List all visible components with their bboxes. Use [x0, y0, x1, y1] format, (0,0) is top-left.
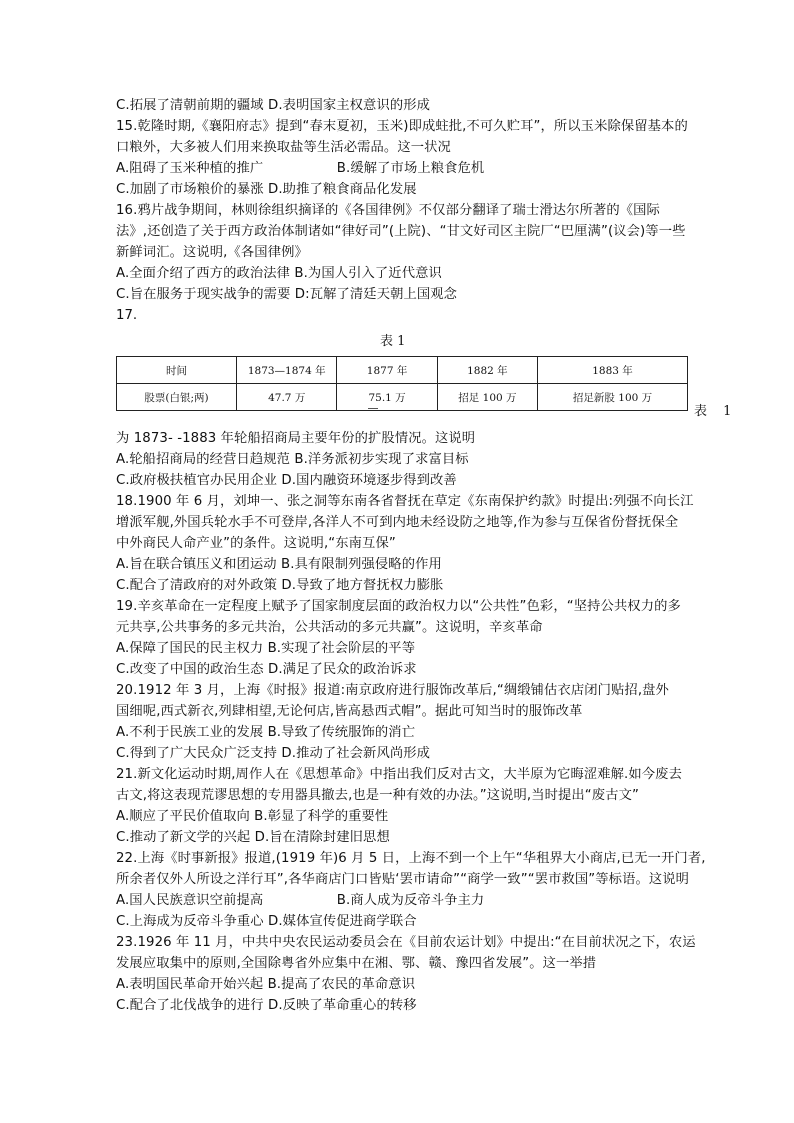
- table-header-cell: 1873—1874 年: [237, 357, 337, 384]
- q22-options-cd: C.上海成为反帝斗争重心 D.媒体宣传促进商学联合: [116, 914, 417, 929]
- q19-stem-line1: 19.辛亥革命在一定程度上赋予了国家制度层面的政治权力以“公共性”色彩，“坚持公共权力的多: [116, 599, 681, 614]
- divider: [368, 408, 378, 409]
- table-cell: 招足 100 万: [437, 384, 537, 411]
- table-cell: 47.7 万: [237, 384, 337, 411]
- q15-stem-line2: 口粮外，大多被人们用来换取盐等生活必需品。这一状况: [116, 140, 451, 155]
- q16-stem-line2: 法》,还创造了关于西方政治体制诸如“律好司”(上院)、“甘文好司区主院厂“巴厘满”(议会)等一些: [116, 224, 686, 239]
- q19-options-ab: A.保障了国民的民主权力 B.实现了社会阶层的平等: [116, 641, 416, 656]
- q20-options-cd: C.得到了广大民众广泛支持 D.推动了社会新风尚形成: [116, 746, 431, 761]
- q21-stem-line1: 21.新文化运动时期,周作人在《思想革命》中指出我们反对古文，大半原为它晦涩难解.如今废去: [116, 767, 682, 782]
- q15-stem-line1: 15.乾隆时期,《襄阳府志》提到“春末夏初，玉米)即成蛀批,不可久贮耳”，所以玉米除保留基本的: [116, 119, 688, 134]
- q18-options-ab: A.旨在联合镇压义和团运动 B.具有限制列强侵略的作用: [116, 557, 442, 572]
- q21-options-ab: A.顺应了平民价值取向 B.彰显了科学的重要性: [116, 809, 389, 824]
- q17-options-cd: C.政府极扶植官办民用企业 D.国内融资环境逐步得到改善: [116, 473, 457, 488]
- table-row: [117, 384, 688, 411]
- q17-options-ab: A.轮船招商局的经营日趋规范 B.洋务派初步实现了求富目标: [116, 452, 469, 467]
- q20-options-ab: A.不利于民族工业的发展 B.导致了传统服饰的消亡: [116, 725, 416, 740]
- table-header-cell: 时间: [117, 357, 237, 384]
- q14-options-cd: C.拓展了清朝前期的疆域 D.表明国家主权意识的形成: [116, 98, 431, 113]
- q16-options-cd: C.旨在服务于现实战争的需要 D:瓦解了清廷天朝上国观念: [116, 287, 458, 302]
- q22-stem-line1: 22.上海《时事新报》报道,(1919 年)6 月 5 日，上海不到一个上午“华租界大小商店,已无一开门者,: [116, 851, 706, 866]
- table-header-cell: 1882 年: [437, 357, 537, 384]
- q23-options-ab: A.表明国民革命开始兴起 B.提高了农民的革命意识: [116, 977, 416, 992]
- q23-options-cd: C.配合了北伐战争的进行 D.反映了革命重心的转移: [116, 998, 417, 1013]
- q21-stem-line2: 古文,将这表现荒谬思想的专用器具撤去,也是一种有效的办法。”这说明,当时提出“废古文”: [116, 788, 639, 803]
- q22-options-ab: A.国人民族意识空前提高 B.商人成为反帝斗争主力: [116, 893, 485, 908]
- q23-stem-line2: 发展应取集中的原则,全国除粤省外应集中在湘、鄂、赣、豫四省发展”。这一举措: [116, 956, 597, 971]
- q15-options-cd: C.加剧了市场粮价的暴涨 D.助推了粮食商品化发展: [116, 182, 417, 197]
- q17-stem: 为 1873- -1883 年轮船招商局主要年份的扩股情况。这说明: [116, 431, 476, 446]
- q23-stem-line1: 23.1926 年 11 月，中共中央农民运动委员会在《目前农运计划》中提出:“在目前状况之下，农运: [116, 935, 696, 950]
- q20-stem-line1: 20.1912 年 3 月，上海《时报》报道:南京政府进行服饰改革后,“绸缎铺估衣店闭门贴招,盘外: [116, 683, 669, 698]
- q18-stem-line1: 18.1900 年 6 月，刘坤一、张之洞等东南各省督抚在草定《东南保护约款》时提出:列强不向长江: [116, 494, 694, 509]
- q15-options-ab: A.阻碍了玉米种植的推广 B.缓解了市场上粮食危机: [116, 161, 485, 176]
- table-cell: 招足新股 100 万: [538, 384, 688, 411]
- table-side-label: 表 1: [694, 404, 738, 419]
- table-cell: 75.1 万: [337, 384, 437, 411]
- q21-options-cd: C.推动了新文学的兴起 D.旨在清除封建旧思想: [116, 830, 390, 845]
- q18-stem-line3: 中外商民人命产业”的条件。这说明,“东南互保”: [116, 536, 396, 551]
- q16-stem-line1: 16.鸦片战争期间，林则徐组织摘译的《各国律例》不仅部分翻译了瑞士滑达尔所著的《国际: [116, 203, 660, 218]
- q20-stem-line2: 国细呢,西式新衣,列肆相望,无论何店,皆高悬西式帽”。据此可知当时的服饰改革: [116, 704, 583, 719]
- q16-options-ab: A.全面介绍了西方的政治法律 B.为国人引入了近代意识: [116, 266, 442, 281]
- q22-stem-line2: 所余者仅外人所设之洋行耳”,各华商店门口皆贴‘罢市请命”“商学一致”“罢市救国”等标语。这说明: [116, 872, 690, 887]
- q19-options-cd: C.改变了中国的政治生态 D.满足了民众的政治诉求: [116, 662, 417, 677]
- table-header-cell: 1883 年: [538, 357, 688, 384]
- q17-number: 17.: [116, 308, 138, 323]
- table-caption: 表 1: [380, 334, 406, 349]
- table-cell: 股票(白银;两): [117, 384, 237, 411]
- table-header-cell: 1877 年: [337, 357, 437, 384]
- share-expansion-table: [116, 356, 688, 411]
- table-header-row: [117, 357, 688, 384]
- q19-stem-line2: 元共享,公共事务的多元共治，公共活动的多元共赢”。这说明，辛亥革命: [116, 620, 543, 635]
- q18-options-cd: C.配合了清政府的对外政策 D.导致了地方督抚权力膨胀: [116, 578, 444, 593]
- q16-stem-line3: 新鲜词汇。这说明,《各国律例》: [116, 245, 308, 260]
- q18-stem-line2: 增派军舰,外国兵轮水手不可登岸,各洋人不可到内地未经设防之地等,作为参与互保省份督抚保全: [116, 515, 679, 530]
